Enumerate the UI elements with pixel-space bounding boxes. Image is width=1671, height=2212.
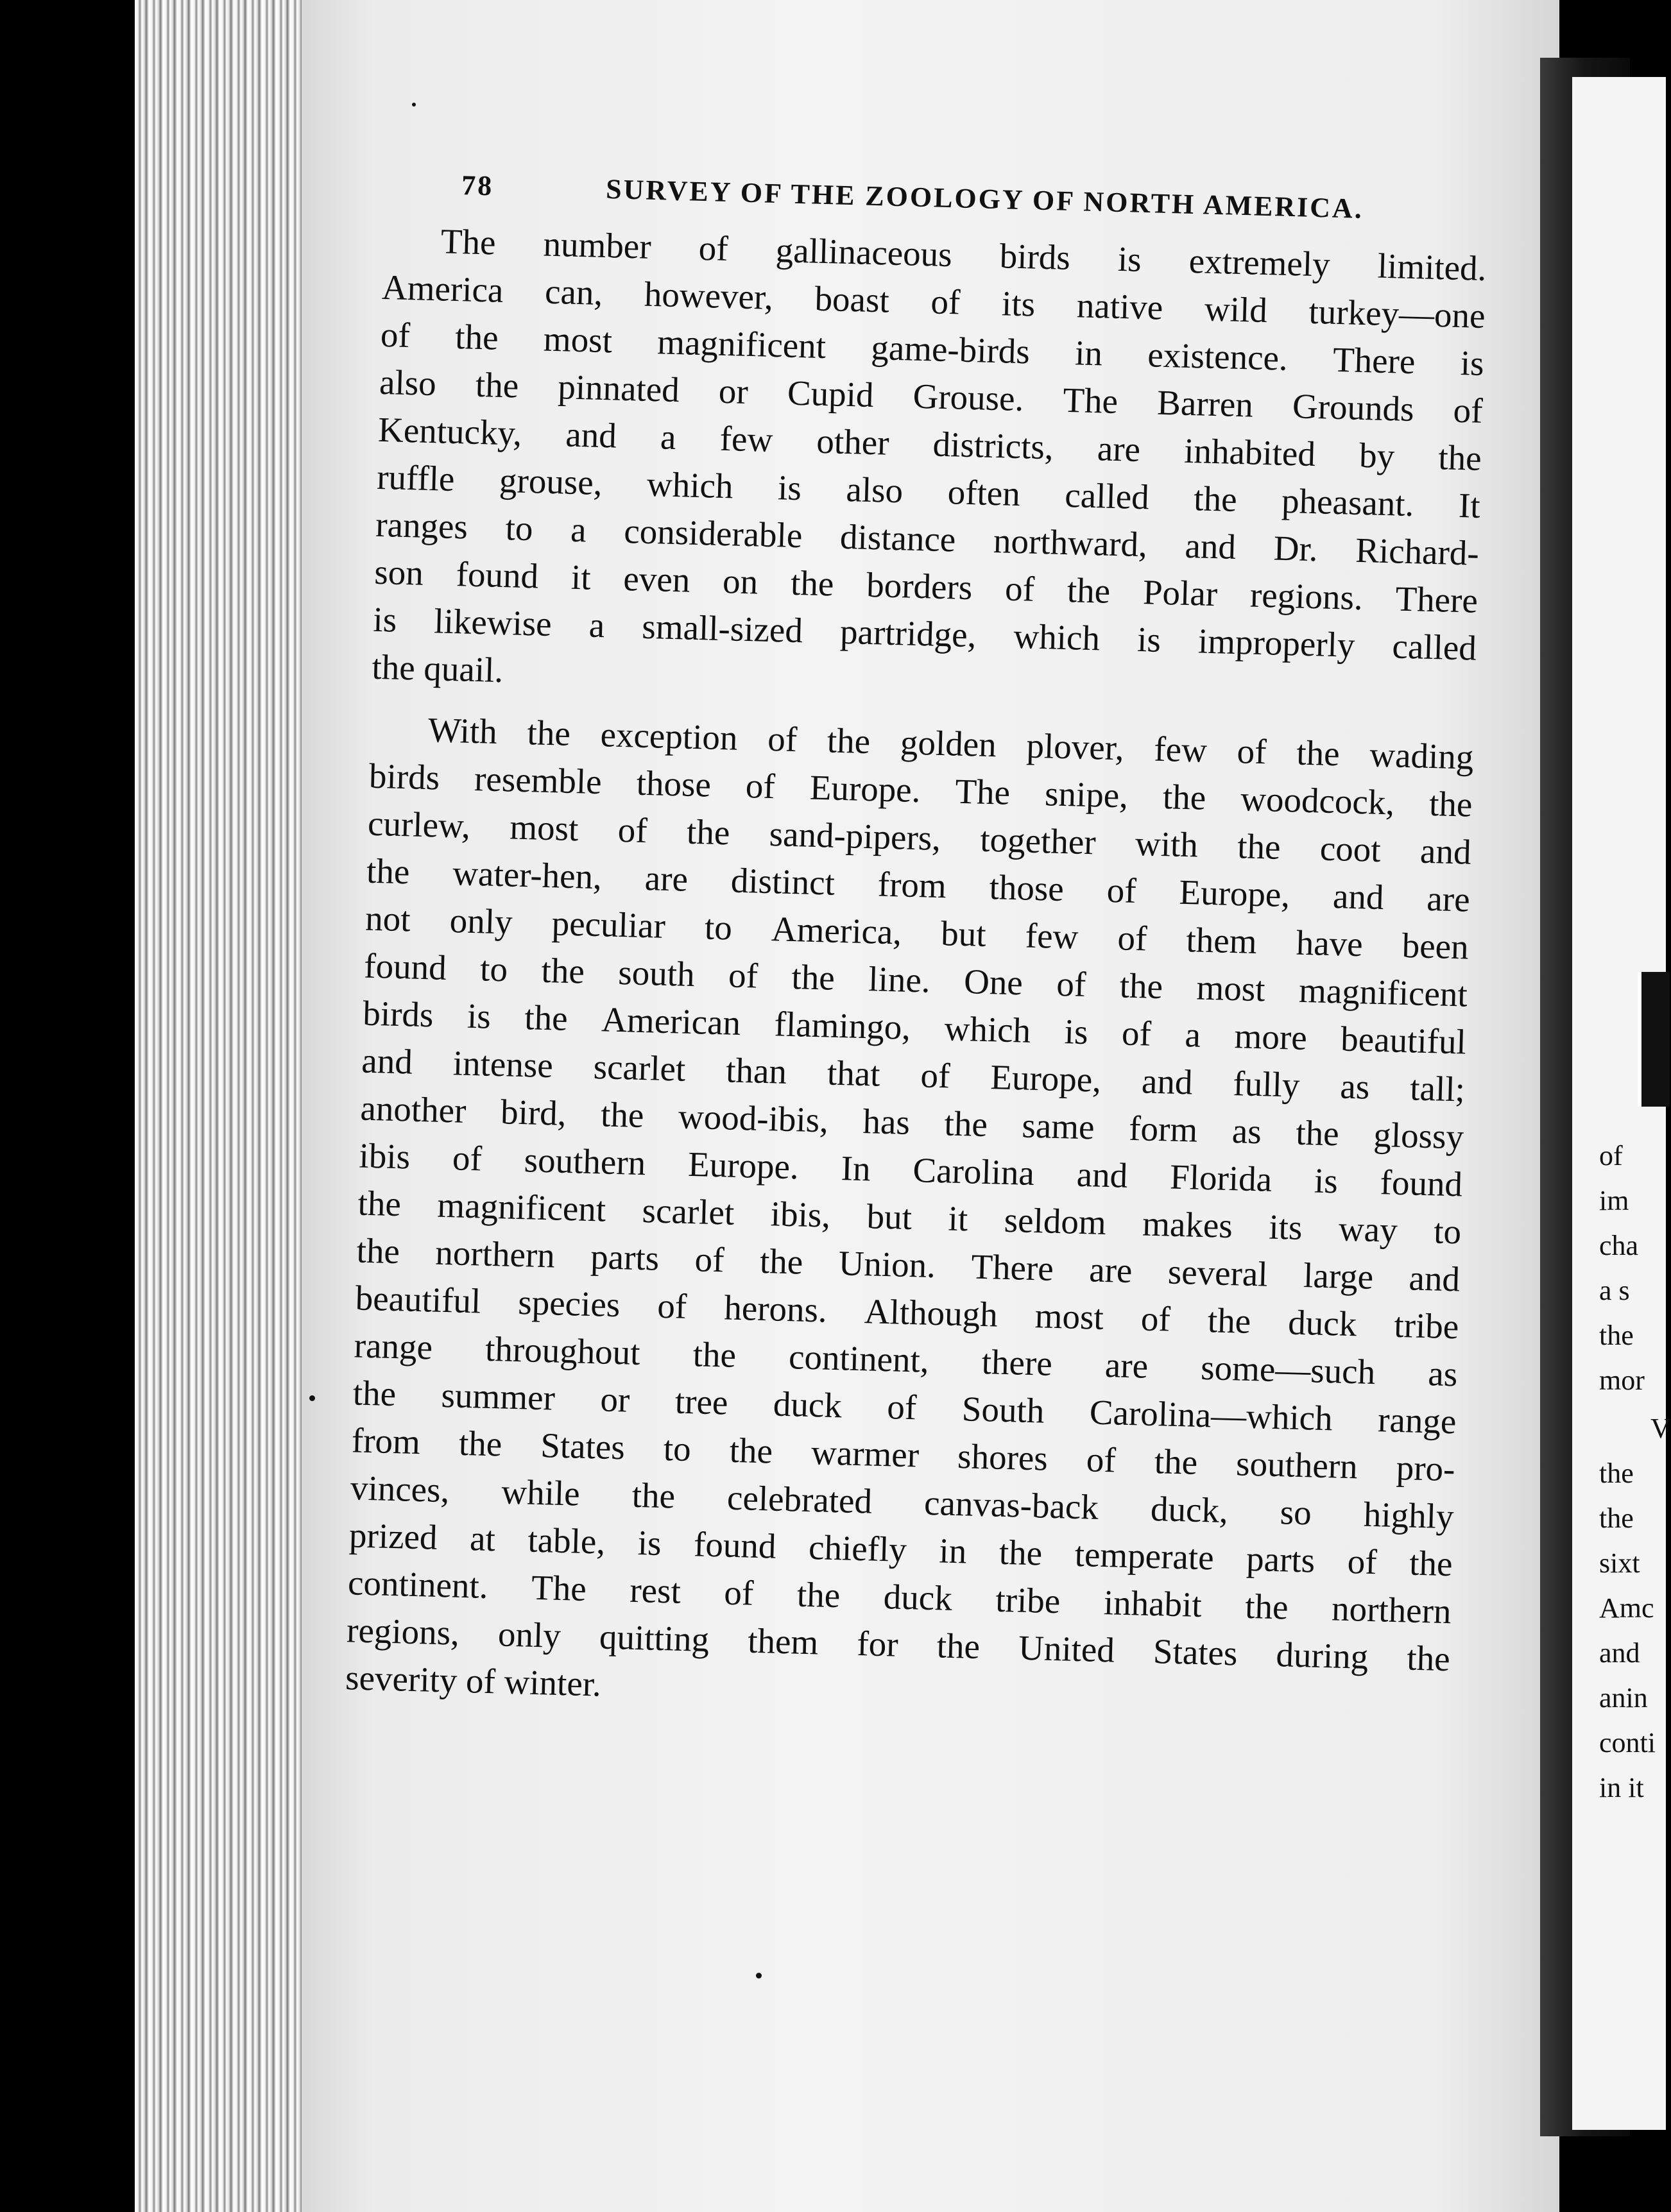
facing-page-fragment: sixt — [1599, 1547, 1640, 1579]
text-line: Kentucky, and a few other districts, are inhabited by the — [377, 409, 1482, 478]
text-line: is likewise a small-sized partridge, which is improperly called — [372, 599, 1477, 668]
facing-page-fragment: the — [1599, 1320, 1634, 1351]
text-line: severity of winter. — [345, 1658, 602, 1704]
facing-page-dropcap — [1638, 972, 1670, 1107]
text-line: ruffle grouse, which is also often called the pheasant. It — [376, 457, 1481, 525]
text-line: birds is the American flamingo, which is of a more beautiful — [362, 993, 1467, 1062]
text-line: birds resemble those of Europe. The snipe, the woodcock, the — [368, 756, 1473, 824]
text-line: son found it even on the borders of the Polar regions. There — [373, 552, 1478, 620]
text-line: the water-hen, are distinct from those of Europe, and are — [366, 851, 1471, 919]
scan-speck — [756, 1973, 762, 1978]
text-line: regions, only quitting them for the United States during the — [346, 1610, 1451, 1679]
text-line: another bird, the wood-ibis, has the same form as the glossy — [359, 1088, 1464, 1157]
running-head-title: SURVEY OF THE ZOOLOGY OF NORTH AMERICA. — [605, 173, 1364, 225]
facing-page-fragment: a s — [1599, 1275, 1630, 1306]
text-line: range throughout the continent, there are some—such as — [354, 1325, 1459, 1394]
text-line: found to the south of the line. One of the most magnificent — [363, 946, 1468, 1014]
facing-page-fragment: im — [1599, 1185, 1629, 1216]
paragraph — [372, 216, 1487, 720]
facing-page-fragment: anin — [1599, 1682, 1648, 1714]
body-text — [345, 216, 1487, 1730]
text-line: America can, however, boast of its native wild turkey—one — [381, 267, 1486, 336]
text-line: also the pinnated or Cupid Grouse. The Barren Grounds of — [379, 362, 1484, 430]
scan-speck — [412, 103, 416, 106]
text-line: and intense scarlet than that of Europe, and fully as tall; — [361, 1041, 1466, 1109]
text-line: ibis of southern Europe. In Carolina and Florida is found — [358, 1136, 1463, 1204]
text-line: curlew, most of the sand-pipers, together with the coot and — [367, 803, 1472, 872]
text-line: prized at table, is found chiefly in the temperate parts of the — [348, 1515, 1453, 1584]
page-text — [345, 167, 1488, 1730]
text-line: With the exception of the golden plover, few of the wading — [427, 710, 1475, 777]
scan-speck — [309, 1395, 315, 1401]
text-line: not only peculiar to America, but few of them have been — [364, 898, 1470, 967]
text-line: continent. The rest of the duck tribe inhabit the northern — [347, 1563, 1452, 1631]
facing-page-fragment: in it — [1599, 1772, 1644, 1803]
text-line: vinces, while the celebrated canvas-back duck, so highly — [350, 1468, 1455, 1536]
text-line: ranges to a considerable distance northward, and Dr. Richard- — [375, 504, 1480, 573]
facing-page-fragment: Amc — [1599, 1592, 1654, 1624]
facing-page-fragment: and — [1599, 1637, 1640, 1669]
text-line: the summer or tree duck of South Carolina—which range — [352, 1373, 1457, 1442]
page-number: 78 — [461, 169, 494, 202]
facing-page-fragment: conti — [1599, 1727, 1656, 1758]
text-line: the magnificent scarlet ibis, but it seldom makes its way to — [357, 1183, 1462, 1252]
facing-page-fragment: V — [1650, 1413, 1671, 1444]
text-line: beautiful species of herons. Although most of the duck tribe — [355, 1278, 1460, 1347]
text-line: The number of gallinaceous birds is extremely limited. — [440, 221, 1487, 288]
page-edges — [135, 0, 308, 2212]
facing-page-fragment: of — [1599, 1140, 1623, 1171]
text-line: from the States to the warmer shores of the southern pro- — [351, 1420, 1456, 1489]
paragraph — [345, 705, 1474, 1730]
facing-page-fragment: the — [1599, 1458, 1634, 1489]
facing-page-fragment: mor — [1599, 1365, 1645, 1396]
facing-page-fragment: cha — [1599, 1230, 1639, 1261]
text-line: of the most magnificent game-birds in existence. There is — [380, 314, 1485, 383]
text-line: the quail. — [371, 647, 504, 690]
facing-page-fragment: the — [1599, 1502, 1634, 1534]
text-line: the northern parts of the Union. There are several large and — [356, 1230, 1461, 1299]
